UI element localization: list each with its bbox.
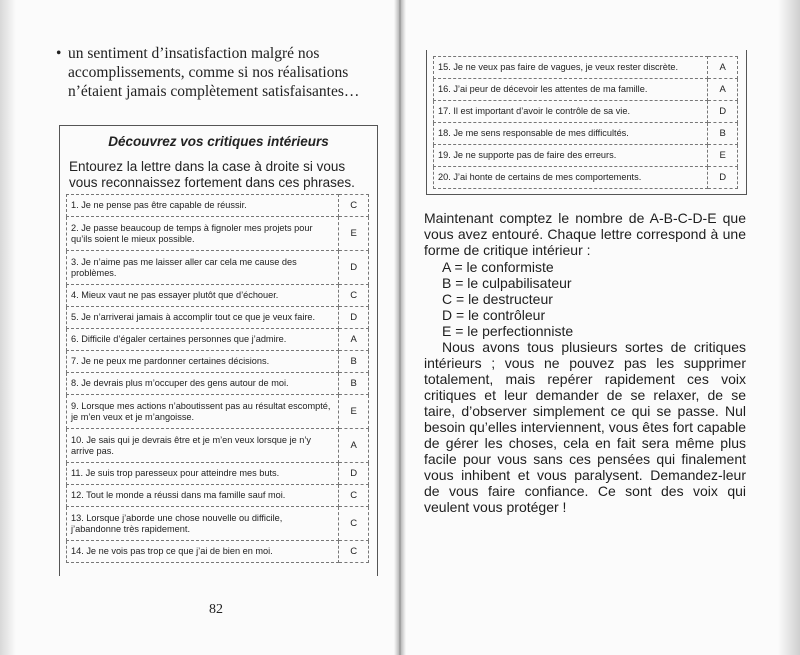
quiz-table-left bbox=[66, 194, 369, 563]
answer-letter[interactable]: A bbox=[339, 329, 369, 351]
quiz-instructions: Entourez la lettre dans la case à droite si vous vous reconnaissez fortement dans ces phrases. bbox=[69, 159, 355, 190]
legend-item: B = le culpabilisateur bbox=[442, 275, 572, 291]
answer-letter[interactable]: D bbox=[339, 463, 369, 485]
statement-text: 4. Mieux vaut ne pas essayer plutôt que d’échouer. bbox=[67, 285, 339, 307]
answer-letter[interactable]: C bbox=[339, 195, 369, 217]
answer-letter[interactable]: C bbox=[339, 541, 369, 563]
page-number: 82 bbox=[209, 602, 223, 617]
legend-item: C = le destructeur bbox=[442, 291, 553, 307]
count-instructions: Maintenant comptez le nombre de A-B-C-D-E que vous avez entouré. Chaque lettre correspond à une forme de critique intérieur : bbox=[424, 210, 746, 258]
quiz-title: Découvrez vos critiques intérieurs bbox=[108, 134, 329, 149]
quiz-table-right bbox=[433, 56, 738, 189]
statement-text: 20. J’ai honte de certains de mes comportements. bbox=[434, 167, 708, 189]
legend-item: D = le contrôleur bbox=[442, 307, 546, 323]
statement-text: 1. Je ne pense pas être capable de réussir. bbox=[67, 195, 339, 217]
quiz-row bbox=[67, 485, 369, 507]
quiz-row bbox=[434, 79, 738, 101]
book-gutter bbox=[394, 0, 406, 655]
statement-text: 3. Je n’aime pas me laisser aller car cela me cause des problèmes. bbox=[67, 251, 339, 285]
quiz-row bbox=[67, 251, 369, 285]
bullet-text: un sentiment d’insatisfaction malgré nos accomplissements, comme si nos réalisations n’étaient jamais complètement satisfaisantes… bbox=[68, 45, 360, 100]
quiz-row bbox=[434, 57, 738, 79]
quiz-row bbox=[434, 123, 738, 145]
answer-letter[interactable]: D bbox=[339, 307, 369, 329]
quiz-row bbox=[434, 167, 738, 189]
quiz-row bbox=[67, 373, 369, 395]
statement-text: 12. Tout le monde a réussi dans ma famille sauf moi. bbox=[67, 485, 339, 507]
quiz-row bbox=[67, 541, 369, 563]
legend-item: A = le conformiste bbox=[442, 259, 554, 275]
quiz-row bbox=[67, 195, 369, 217]
statement-text: 10. Je sais qui je devrais être et je m’en veux lorsque je n’y arrive pas. bbox=[67, 429, 339, 463]
quiz-row bbox=[67, 429, 369, 463]
bullet-icon: • bbox=[56, 45, 62, 62]
quiz-row bbox=[67, 507, 369, 541]
quiz-row bbox=[67, 351, 369, 373]
answer-letter[interactable]: A bbox=[708, 57, 738, 79]
critic-legend bbox=[442, 259, 746, 339]
statement-text: 8. Je devrais plus m’occuper des gens autour de moi. bbox=[67, 373, 339, 395]
answer-letter[interactable]: D bbox=[708, 101, 738, 123]
statement-text: 19. Je ne supporte pas de faire des erreurs. bbox=[434, 145, 708, 167]
quiz-row bbox=[67, 395, 369, 429]
statement-text: 15. Je ne veux pas faire de vagues, je veux rester discrète. bbox=[434, 57, 708, 79]
statement-text: 14. Je ne vois pas trop ce que j’ai de bien en moi. bbox=[67, 541, 339, 563]
statement-text: 9. Lorsque mes actions n’aboutissent pas au résultat escompté, je m’en veux et je m’angoisse. bbox=[67, 395, 339, 429]
statement-text: 11. Je suis trop paresseux pour atteindre mes buts. bbox=[67, 463, 339, 485]
statement-text: 5. Je n’arriverai jamais à accomplir tout ce que je veux faire. bbox=[67, 307, 339, 329]
answer-letter[interactable]: C bbox=[339, 285, 369, 307]
answer-letter[interactable]: C bbox=[339, 507, 369, 541]
answer-letter[interactable]: B bbox=[708, 123, 738, 145]
quiz-row bbox=[67, 463, 369, 485]
answer-letter[interactable]: E bbox=[339, 217, 369, 251]
answer-letter[interactable]: A bbox=[708, 79, 738, 101]
answer-letter[interactable]: E bbox=[339, 395, 369, 429]
statement-text: 18. Je me sens responsable de mes difficultés. bbox=[434, 123, 708, 145]
statement-text: 6. Difficile d’égaler certaines personnes que j’admire. bbox=[67, 329, 339, 351]
statement-text: 16. J’ai peur de décevoir les attentes de ma famille. bbox=[434, 79, 708, 101]
page-edge-shadow bbox=[0, 0, 16, 655]
answer-letter[interactable]: C bbox=[339, 485, 369, 507]
answer-letter[interactable]: D bbox=[339, 251, 369, 285]
page-edge-shadow bbox=[778, 0, 800, 655]
bullet-paragraph bbox=[56, 44, 383, 101]
statement-text: 2. Je passe beaucoup de temps à fignoler mes projets pour qu’ils soient le mieux possible. bbox=[67, 217, 339, 251]
right-page-text bbox=[424, 210, 746, 515]
answer-letter[interactable]: B bbox=[339, 351, 369, 373]
explanation-paragraph: Nous avons tous plusieurs sortes de critiques intérieurs ; vous ne pouvez pas les supprimer totalement, mais repérer rapidement ces voix critiques et leur demander de se relaxer, de se taire, d’observer simplement ce qui se passe. Nul besoin qu’elles interviennent, vous êtes fort capable de gérer les choses, cela en fait sera même plus facile pour vous sans ces pensées qui finalement vous inhibent et vous paralysent. Demandez-leur de vous faire confiance. Ce sont des voix qui veulent vous protéger ! bbox=[424, 339, 746, 515]
quiz-row bbox=[67, 217, 369, 251]
answer-letter[interactable]: D bbox=[708, 167, 738, 189]
statement-text: 13. Lorsque j’aborde une chose nouvelle ou difficile, j’abandonne très rapidement. bbox=[67, 507, 339, 541]
statement-text: 7. Je ne peux me pardonner certaines décisions. bbox=[67, 351, 339, 373]
quiz-row bbox=[67, 329, 369, 351]
quiz-row bbox=[434, 145, 738, 167]
legend-item: E = le perfectionniste bbox=[442, 323, 574, 339]
answer-letter[interactable]: A bbox=[339, 429, 369, 463]
quiz-row bbox=[67, 285, 369, 307]
answer-letter[interactable]: B bbox=[339, 373, 369, 395]
answer-letter[interactable]: E bbox=[708, 145, 738, 167]
quiz-row bbox=[67, 307, 369, 329]
statement-text: 17. Il est important d’avoir le contrôle de sa vie. bbox=[434, 101, 708, 123]
quiz-row bbox=[434, 101, 738, 123]
